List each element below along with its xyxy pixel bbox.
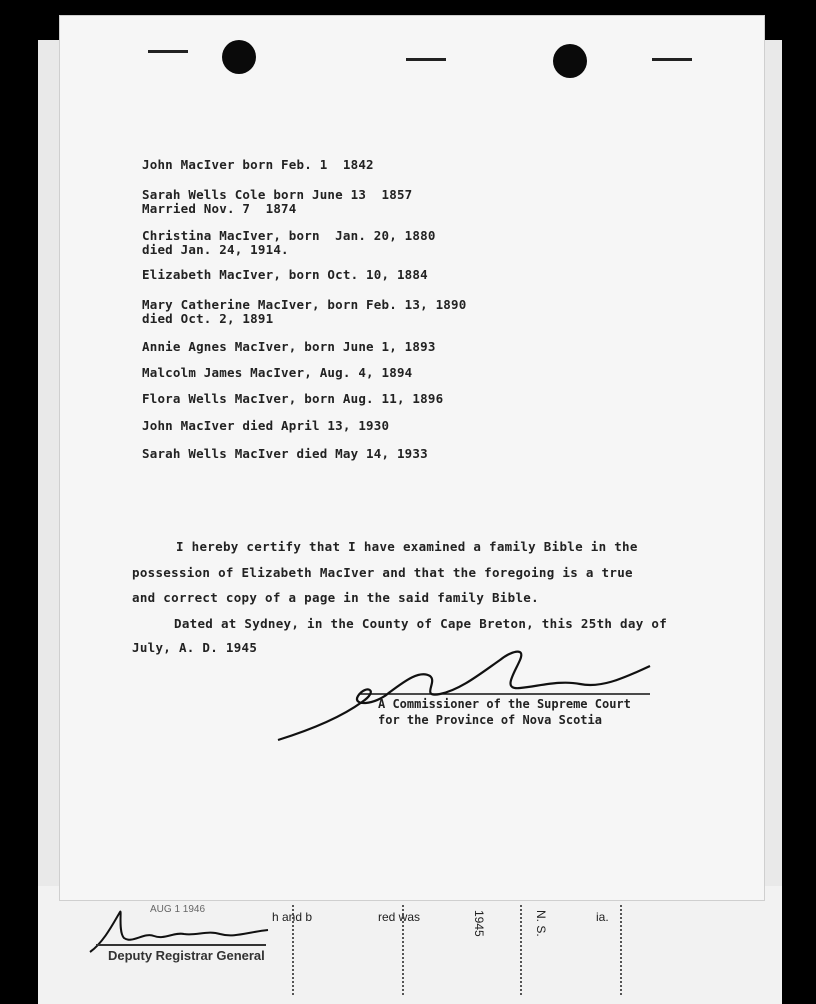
certification-line: possession of Elizabeth MacIver and that the foregoing is a true — [132, 565, 633, 580]
signatory-title: for the Province of Nova Scotia — [378, 713, 602, 727]
perforation-line — [620, 905, 622, 995]
certification-line: Dated at Sydney, in the County of Cape Breton, this 25th day of — [174, 616, 668, 631]
record-entry: Sarah Wells Cole born June 13 1857 Married Nov. 7 1874 — [142, 187, 413, 216]
form-fragment: ia. — [596, 910, 609, 924]
binding-mark — [652, 58, 692, 61]
commissioner-signature — [270, 640, 670, 750]
stamp-rule — [96, 944, 266, 946]
record-entry: Elizabeth MacIver, born Oct. 10, 1884 — [142, 267, 428, 282]
signatory-title: A Commissioner of the Supreme Court — [378, 697, 631, 711]
record-entry: Sarah Wells MacIver died May 14, 1933 — [142, 446, 428, 461]
form-fragment: N. S. — [534, 910, 548, 937]
perforation-line — [520, 905, 522, 995]
record-entry: Flora Wells MacIver, born Aug. 11, 1896 — [142, 391, 444, 406]
registration-date-stamp: AUG 1 1946 — [150, 904, 206, 915]
record-entry: John MacIver born Feb. 1 1842 — [142, 157, 374, 172]
record-entry: Mary Catherine MacIver, born Feb. 13, 1890 died Oct. 2, 1891 — [142, 297, 467, 326]
record-entry: Christina MacIver, born Jan. 20, 1880 died Jan. 24, 1914. — [142, 228, 436, 257]
punch-hole — [553, 44, 587, 78]
certification-line: I hereby certify that I have examined a family Bible in the — [176, 539, 638, 554]
certification-line: and correct copy of a page in the said family Bible. — [132, 590, 539, 605]
record-entry: Malcolm James MacIver, Aug. 4, 1894 — [142, 365, 413, 380]
binding-mark — [148, 50, 188, 53]
form-fragment: red was — [378, 910, 421, 924]
registrar-stamp: Deputy Registrar General — [108, 948, 265, 963]
form-fragment: 1945 — [472, 910, 486, 937]
binding-mark — [406, 58, 446, 61]
record-entry: John MacIver died April 13, 1930 — [142, 418, 390, 433]
form-fragment: h and b — [272, 910, 313, 924]
certification-line: July, A. D. 1945 — [132, 640, 258, 655]
record-entry: Annie Agnes MacIver, born June 1, 1893 — [142, 339, 436, 354]
punch-hole — [222, 40, 256, 74]
